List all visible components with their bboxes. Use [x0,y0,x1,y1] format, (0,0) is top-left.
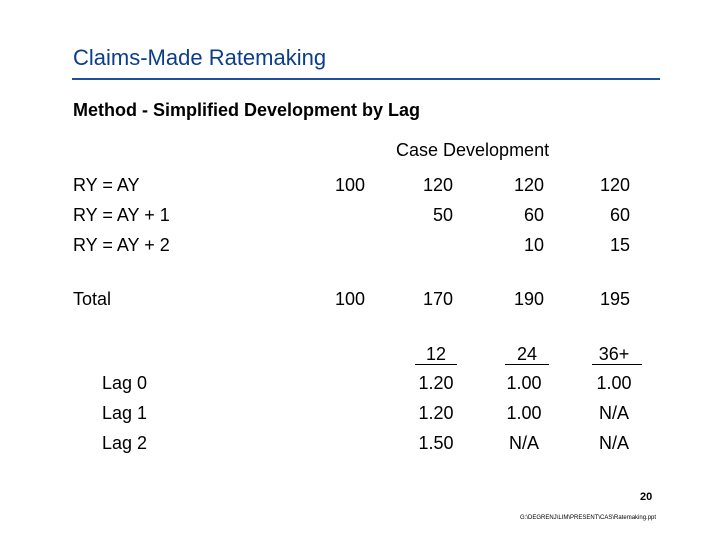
lag2-c0: 1.50 [418,433,454,453]
lag-header-24: 24 [516,344,538,364]
lag2-c2: N/A [598,433,629,453]
total-c3: 195 [599,289,630,309]
cell-r1-c1: 50 [432,205,453,225]
cell-r0-c2: 120 [513,175,544,195]
cell-r0-c3: 120 [599,175,630,195]
row-label-ry-ay-plus-1: RY = AY + 1 [73,205,170,225]
lag-label-1: Lag 1 [102,403,148,423]
row-label-ry-ay-plus-2: RY = AY + 2 [73,235,170,255]
row-label-ry-ay: RY = AY [73,175,140,195]
slide-title: Claims-Made Ratemaking [73,45,327,70]
total-c2: 190 [513,289,544,309]
lag0-c1: 1.00 [506,373,542,393]
lag-header-36-plus: 36+ [598,344,630,364]
total-c1: 170 [422,289,453,309]
cell-r0-c0: 100 [334,175,365,195]
cell-r2-c2: 10 [523,235,544,255]
title-divider [72,78,660,80]
page-number: 20 [640,491,653,503]
total-c0: 100 [334,289,365,309]
cell-r1-c2: 60 [523,205,544,225]
lag1-c0: 1.20 [418,403,454,423]
lag-label-0: Lag 0 [102,373,148,393]
cell-r1-c3: 60 [609,205,630,225]
lag-label-2: Lag 2 [102,433,148,453]
lag1-c1: 1.00 [506,403,542,423]
cell-r0-c1: 120 [422,175,453,195]
lag-header-12: 12 [425,344,447,364]
file-path: G:\DEGRENJ\LIM\PRESENT\CAS\Ratemaking.ppt [520,515,657,521]
slide-subtitle: Method - Simplified Development by Lag [73,100,421,120]
section-heading: Case Development [396,140,550,160]
header-underline [592,364,642,365]
lag1-c2: N/A [598,403,629,423]
header-underline [505,364,549,365]
lag2-c1: N/A [508,433,539,453]
header-underline [415,364,457,365]
lag0-c2: 1.00 [596,373,632,393]
cell-r2-c3: 15 [609,235,630,255]
total-label: Total [73,289,112,309]
lag0-c0: 1.20 [418,373,454,393]
